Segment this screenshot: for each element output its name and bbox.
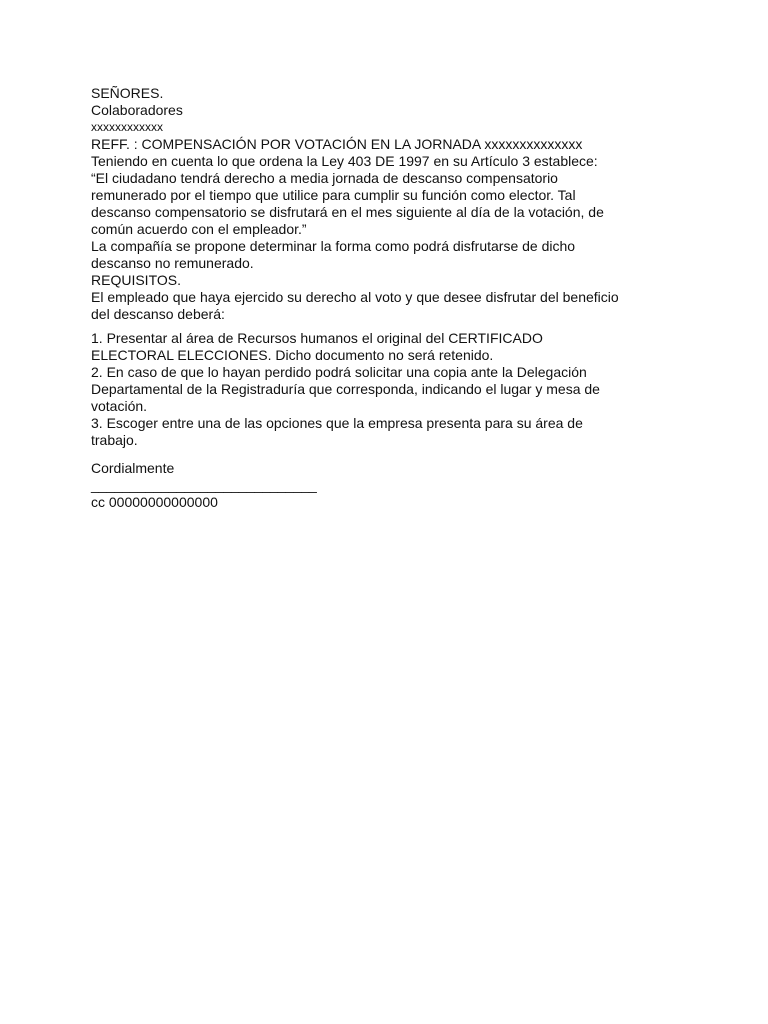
quote-line: “El ciudadano tendrá derecho a media jornada de descanso compensatorio (91, 170, 558, 186)
company-line: La compañía se propone determinar la forma como podrá disfrutarse de dicho (91, 238, 576, 254)
intro-line: Teniendo en cuenta lo que ordena la Ley 403 DE 1997 en su Artículo 3 establece: (91, 153, 598, 169)
requirement-line: 1. Presentar al área de Recursos humanos el original del CERTIFICADO (91, 330, 543, 346)
requirements-list (91, 330, 691, 449)
closing: Cordialmente (91, 460, 175, 476)
requirements-heading: REQUISITOS. (91, 272, 181, 288)
recipient-placeholder: xxxxxxxxxxxx (91, 120, 163, 134)
law-quote (91, 170, 691, 238)
requirement-item-3 (91, 415, 691, 449)
requirement-item-1 (91, 330, 691, 364)
requirements-intro-line: del descanso deberá: (91, 306, 225, 322)
requirement-line: trabajo. (91, 432, 138, 448)
quote-line: remunerado por el tiempo que utilice para cumplir su función como elector. Tal (91, 187, 576, 203)
requirement-line: votación. (91, 398, 148, 414)
requirement-line: Departamental de la Registraduría que corresponda, indicando el lugar y mesa de (91, 381, 600, 397)
salutation: SEÑORES. (91, 85, 164, 101)
company-statement (91, 238, 691, 272)
requirements-intro (91, 289, 691, 323)
quote-line: descanso compensatorio se disfrutará en el mes siguiente al día de la votación, de (91, 204, 604, 220)
requirement-line: 2. En caso de que lo hayan perdido podrá solicitar una copia ante la Delegación (91, 364, 587, 380)
requirement-item-2 (91, 364, 691, 415)
quote-line: común acuerdo con el empleador.” (91, 221, 307, 237)
reference-line: REFF. : COMPENSACIÓN POR VOTACIÓN EN LA JORNADA xxxxxxxxxxxxxx (91, 136, 583, 152)
paragraph-spacer (91, 323, 691, 330)
letter-body (91, 85, 691, 511)
company-line: descanso no remunerado. (91, 255, 254, 271)
requirements-intro-line: El empleado que haya ejercido su derecho al voto y que desee disfrutar del beneficio (91, 289, 619, 305)
requirement-line: ELECTORAL ELECCIONES. Dicho documento no será retenido. (91, 347, 494, 363)
paragraph-spacer (91, 449, 691, 460)
signature-id: cc 00000000000000 (91, 494, 218, 510)
signature-line: _____________________________ (91, 477, 317, 493)
recipients: Colaboradores (91, 102, 183, 118)
requirement-line: 3. Escoger entre una de las opciones que la empresa presenta para su área de (91, 415, 583, 431)
